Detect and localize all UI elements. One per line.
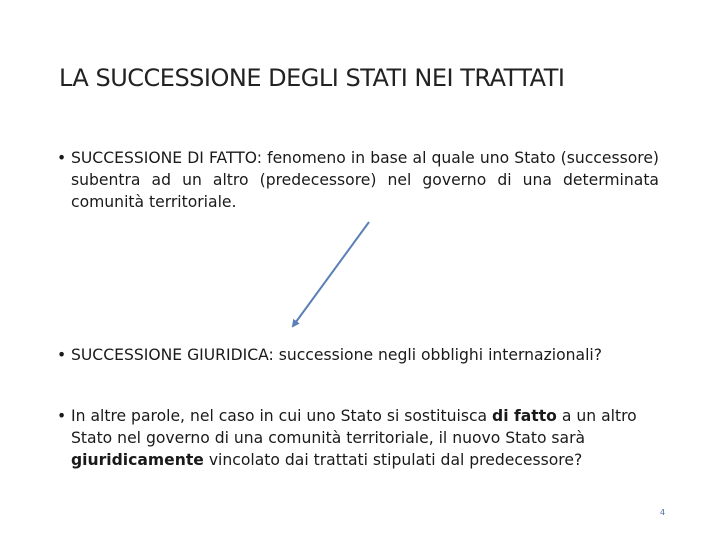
bullet-marker: • [57,407,67,425]
slide-title: LA SUCCESSIONE DEGLI STATI NEI TRATTATI [59,64,565,92]
bold-giuridicamente: giuridicamente [71,451,204,469]
bold-di-fatto: di fatto [492,407,557,425]
bullet-successione-di-fatto [57,147,659,213]
bullet-text: SUCCESSIONE DI FATTO: fenomeno in base al quale uno Stato (successore) subentra ad un altro (predecessore) nel governo di una determinata comunità territoriale. [71,149,659,211]
bullet-marker: • [57,149,67,167]
bullet-successione-giuridica [57,344,659,366]
bullet-text [71,405,659,471]
bullet-text-part: In altre parole, nel caso in cui uno Stato si sostituisca [71,407,493,425]
bullet-text-part: vincolato dai trattati stipulati dal predecessore? [203,451,583,469]
bullet-text: SUCCESSIONE GIURIDICA: successione negli obblighi internazionali? [71,346,603,364]
bullet-in-altre-parole [57,405,659,471]
bullet-marker: • [57,346,67,364]
page-number: 4 [660,508,666,517]
bullet-text-part: a un altro Stato nel governo di una comunità territoriale, il nuovo Stato sarà [71,407,637,447]
